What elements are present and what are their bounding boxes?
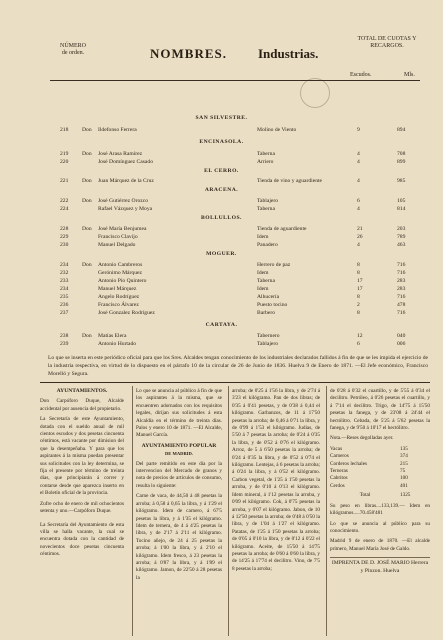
row-mls: 708: [397, 151, 406, 157]
row-industry: Taberna: [257, 151, 275, 157]
mls-header: Mls.: [404, 72, 415, 78]
row-industry: Idem: [257, 286, 269, 292]
row-name: José Domínguez Casado: [98, 159, 153, 165]
row-industry: Alhucería: [257, 294, 280, 300]
row-mls: 985: [397, 178, 406, 184]
row-number: 219: [60, 151, 69, 157]
total-value: 1325: [400, 492, 411, 499]
section-title: AYUNTAMIENTO POPULAR: [141, 442, 217, 449]
row-number: 237: [60, 310, 69, 316]
table-value: 215: [400, 460, 408, 467]
row-escudos: 8: [357, 262, 360, 268]
row-name: Manuel Márquez: [98, 286, 137, 292]
town-heading: MOGUER.: [206, 251, 237, 257]
row-name: Rafael Vázquez y Moya: [98, 206, 153, 212]
section-rule: [40, 382, 430, 383]
paragraph: Lo que se anuncia al público para su conocimiento.: [330, 520, 430, 534]
paragraph: Madrid 9 de enero de 1870. —El alcalde primero, Manuel María José de Galdo.: [330, 538, 430, 552]
escudos-header: Escudos.: [350, 72, 372, 78]
row-number: 232: [60, 270, 69, 276]
row-industry: Tablajero: [257, 341, 279, 347]
row-industry: Barbero: [257, 310, 276, 316]
table-row: [0, 177, 443, 186]
table-row: [330, 446, 430, 453]
row-name: José María Benjumea: [98, 226, 147, 232]
row-mls: 040: [397, 333, 406, 339]
library-stamp: [300, 78, 330, 108]
row-number: 229: [60, 234, 69, 240]
industrias-header: Industrias.: [258, 46, 319, 61]
row-escudos: 21: [357, 226, 363, 232]
table-row: [0, 340, 443, 349]
row-name: Angelo Rodríguez: [98, 294, 140, 300]
row-name: Juan Márquez de la Cruz: [98, 178, 154, 184]
row-industry: Taberna: [257, 206, 275, 212]
town-heading: CARTAYA.: [205, 322, 238, 328]
table-key: Vacas: [330, 445, 343, 452]
row-escudos: 6: [357, 198, 360, 204]
paragraph: Su peso en libras....133,139.— Idem en kilógramos.....70.458'481: [330, 502, 430, 517]
row-number: 234: [60, 286, 69, 292]
notice-paragraph: Lo que se inserta en este periódico oficial para que los Sres. Alcaldes tengan conocimiento de los industriales declarados fallidos á fin de que se les impida el ejercicio de la industria respectiva, en virtud de lo dispuesto en el párrafo 10 de la circular de 26 de Junio de 1836. Huelva 9 de Enero de 1871. —El Jefe económico, Francisco Morelló y Segura.: [48, 355, 428, 377]
table-row: [330, 483, 430, 490]
row-escudos: 4: [357, 159, 360, 165]
table-row: [330, 453, 430, 460]
row-industry: Molino de Viento: [257, 127, 297, 133]
row-escudos: 8: [357, 270, 360, 276]
row-mls: 716: [397, 262, 406, 268]
row-escudos: 4: [357, 178, 360, 184]
body-columns: [40, 388, 430, 638]
town-heading: ARACENA.: [204, 187, 239, 193]
paragraph: La Secretaría del Ayuntamiento de esta villa se halla vacante, la cual se encuentra dotada con la cantidad de novecientos doce pesetas cincuenta céntimos.: [40, 521, 124, 558]
town-heading: EL CERRO.: [204, 168, 239, 174]
row-number: 220: [60, 159, 69, 165]
row-industry: Tabernero: [257, 333, 280, 339]
row-name: José Gonzalez Rodríguez: [98, 310, 155, 316]
row-mls: 789: [397, 234, 406, 240]
paragraph: La Secretaría de este Ayuntamiento, dotada con el sueldo anual de mil cientos escudos y dos pesetas cincuenta céntimos, está vacante por dimision del que la desempeñaba. Y para que los aspirantes á la misma puedan presentar sus solicitudes con la ley determina, se fija el presente por término de treinta días, que principiarán á correr y contarse desde que aparezca inserto en el Boletín oficial de la provincia.: [40, 416, 124, 497]
row-escudos: 26: [357, 234, 363, 240]
table-row: [0, 241, 443, 250]
table-key: Carneros: [330, 453, 349, 460]
row-title: Don: [82, 262, 92, 268]
row-number: 233: [60, 278, 69, 284]
row-number: 230: [60, 242, 69, 248]
row-industry: Herrero de paz: [257, 262, 291, 268]
row-mls: 283: [397, 278, 406, 284]
row-escudos: 6: [357, 341, 360, 347]
table-row: [0, 126, 443, 135]
row-mls: 894: [397, 127, 406, 133]
row-escudos: 12: [357, 333, 363, 339]
row-title: Don: [82, 198, 92, 204]
row-mls: 814: [397, 206, 406, 212]
row-title: Don: [82, 178, 92, 184]
row-name: Francisco Álvarez: [98, 302, 139, 308]
row-number: 239: [60, 341, 69, 347]
column-1: [40, 388, 124, 559]
paragraph: Zufre ocho de enero de mil ochocientos setenta y uno.—Carpóforo Duque.: [40, 500, 124, 515]
column-3: [232, 388, 320, 573]
row-mls: 203: [397, 226, 406, 232]
row-number: 222: [60, 198, 69, 204]
row-escudos: 4: [357, 206, 360, 212]
table-value: 401: [400, 482, 408, 489]
row-industry: Tienda de aguardiente: [257, 226, 307, 232]
row-escudos: 4: [357, 151, 360, 157]
row-name: Manuel Delgado: [98, 242, 136, 248]
town-heading: SAN SILVESTRE.: [195, 115, 248, 121]
row-number: 218: [60, 127, 69, 133]
slaughter-table: [330, 446, 430, 500]
row-name: José Arasa Ramírez: [98, 151, 143, 157]
table-row: [330, 461, 430, 468]
table-value: 374: [400, 453, 408, 460]
header-rule: [50, 80, 420, 81]
row-number: 228: [60, 226, 69, 232]
row-escudos: 8: [357, 310, 360, 316]
table-total: [330, 492, 430, 499]
paragraph: Del parte remitido en este día por la intervencion del Mercado de granos y nota de precios de artículos de consumo, resulta lo siguiente:: [136, 460, 222, 489]
table-key: Cerdos: [330, 482, 345, 489]
row-mls: 006: [397, 341, 406, 347]
row-title: Don: [82, 151, 92, 157]
row-title: Don: [82, 333, 92, 339]
row-name: Ildefonso Ferrera: [98, 127, 137, 133]
table-key: Terneras: [330, 468, 348, 475]
row-number: 224: [60, 206, 69, 212]
row-mls: 716: [397, 270, 406, 276]
row-mls: 716: [397, 310, 406, 316]
row-industry: Idem: [257, 234, 269, 240]
row-title: Don: [82, 127, 92, 133]
row-name: Gerónimo Márquez: [98, 270, 142, 276]
row-escudos: 9: [357, 127, 360, 133]
row-mls: 478: [397, 302, 406, 308]
row-escudos: 2: [357, 302, 360, 308]
paragraph: de 0'28 á 0'32 el cuartillo, y de 5'55 á 0'34 el decilitro. Petróleo, á 0'26 pesetas el cuartillo, y á 7'14 el decilitro. Trigo, de 14'75 á 15'50 pesetas la fanega, y de 23'08 á 24'44 el hectólitro. Cebada, de 5'25 á 5'62 pesetas la fanega, y de 9'50 á 10'17 el hectólitro.: [330, 388, 430, 432]
row-name: Antonio Cambreros: [98, 262, 143, 268]
row-number: 238: [60, 333, 69, 339]
table-value: 75: [400, 468, 406, 475]
column-2: [136, 388, 222, 585]
table-row: [0, 158, 443, 167]
town-heading: BOLLULLOS.: [201, 215, 242, 221]
row-industry: Arriero: [257, 159, 274, 165]
row-escudos: 8: [357, 294, 360, 300]
nombres-header: NOMBRES.: [150, 46, 227, 61]
row-name: Matías Elera: [98, 333, 127, 339]
row-escudos: 17: [357, 286, 363, 292]
paragraph: Lo que se anuncia al público á fin de que los aspirantes á la misma, que se encuentren adornados con los requisitos legales, dirijan sus solicitudes á esta Alcaldía en el término de treinta días. Palos y enero 10 de 1871. —El Alcalde, Manuel García.: [136, 388, 222, 439]
row-escudos: 4: [357, 242, 360, 248]
row-number: 234: [60, 262, 69, 268]
row-escudos: 17: [357, 278, 363, 284]
printer-imprint: IMPRENTA DE D. JOSÉ MARIO Herrera y Pinzon. Huelva: [330, 557, 430, 575]
row-industry: Idem: [257, 270, 269, 276]
row-industry: Taberna: [257, 278, 275, 284]
row-industry: Tablajero: [257, 198, 279, 204]
table-value: 100: [400, 475, 408, 482]
column-4: [330, 388, 430, 575]
table-row: [0, 205, 443, 214]
row-industry: Puesto tocino: [257, 302, 288, 308]
section-title: AYUNTAMIENTOS.: [56, 388, 108, 394]
table-value: 135: [400, 445, 408, 452]
section-subtitle: DE MADRID.: [164, 451, 194, 457]
table-header: [0, 26, 443, 78]
table-row: [0, 309, 443, 318]
total-label: Total: [359, 492, 371, 499]
table-row: [330, 475, 430, 482]
paragraph: arroba; de 0'25 á 1'56 la libra, y de 2'74 á 3'23 el kilógramo. Pan de dos libras; de 0'35 á 0'41 pesetas, y de 0'38 á 0,44 el kilógramo. Garbanzos, de 11 á 17'50 pesetas la arroba; de 0,46 á 0'71 la libra, y de 0'99 á 1'53 el kilógramo. Judías, de 5'50 á 7 pesetas la arroba; de 0'24 á 0'35 la libra, y de 0'52 á 0'76 el kilógramo. Arroz, de 5 á 6'50 pesetas la arroba; de 0'24 á 0'35 la libra, y de 0'52 á 0'74 el kilógramo. Lentejas, á 6 pesetas la arroba; á 0'24 la libra, y á 0'52 el kilógramo. Carbon vegetal, de 1'25 á 1'50 pesetas la arroba, y de 0'10 á 0'13 el kilógramo. Idem mineral, á 1'12 pesetas la arroba, y 0'09 el kilógramo. Cok, á 0'75 pesetas la arroba, y 0'07 el kilógramo. Jabon, de 10 á 12'50 pesetas la arroba; de 0'48 á 0'50 la libra, y de 1'04 á 1'27 el kilógramo. Patatas, de 1'25 á 1'50 pesetas la arroba; de 0'05 á 0'10 la libra, y de 0'12 á 0'22 el kilógramo. Aceite, de 15'50 á 14'75 pesetas la arroba; de 0'60 á 0'60 la libra, y de 14'25 á 17'74 el decilitro. Vino, de 7'5 8 pesetas la arroba;: [232, 388, 320, 572]
row-mls: 105: [397, 198, 406, 204]
row-industry: Panadero: [257, 242, 278, 248]
table-key: Cabritos: [330, 475, 348, 482]
paragraph: Nota.—Reses degolladas ayer.: [330, 435, 394, 442]
row-name: Antonio Hurtado: [98, 341, 137, 347]
row-number: 235: [60, 294, 69, 300]
row-name: Francisco Clavijo: [98, 234, 138, 240]
row-number: 221: [60, 178, 69, 184]
row-mls: 716: [397, 294, 406, 300]
row-name: José Gutiérrez Orozco: [98, 198, 149, 204]
numero-header: NÚMERO de orden.: [59, 43, 86, 56]
row-mls: 283: [397, 286, 406, 292]
table-row: [330, 468, 430, 475]
row-mls: 463: [397, 242, 406, 248]
paragraph: Don Carpóforo Duque, Alcalde accidental por ausencia del propietario.: [40, 398, 124, 412]
table-key: Corderos lechales: [330, 460, 368, 467]
row-industry: Tienda de vino y aguardiente: [257, 178, 323, 184]
row-mls: 899: [397, 159, 406, 165]
paragraph: Carne de vaca, de 44,50 á 48 pesetas la arroba; á 0,58 á 0,65 la libra, y á 1'29 el kilógramo. Idem de carnero, á 67'5 pesetas la libra, y á 1'35 el kilógramo. Idem de ternera, de 4 á 4'25 pesetas la libra, y de 2'17 á 2'11 el kilógramo. Tocino añejo, de 24 á 25 pesetas la arroba; á 1'00 la libra, y á 2'10 el kilógramo. Idem fresco, á 23 pesetas la arroba; á 0'87 la libra, y á 1'89 el kilógramo. Jamon, de 22'50 á 28 pesetas la: [136, 493, 222, 581]
row-title: Don: [82, 226, 92, 232]
row-name: Antonio Pío Quintero: [98, 278, 147, 284]
total-header: TOTAL DE CUOTAS Y RECARGOS.: [357, 36, 417, 49]
row-number: 236: [60, 302, 69, 308]
town-heading: ENCINASOLA.: [199, 139, 244, 145]
